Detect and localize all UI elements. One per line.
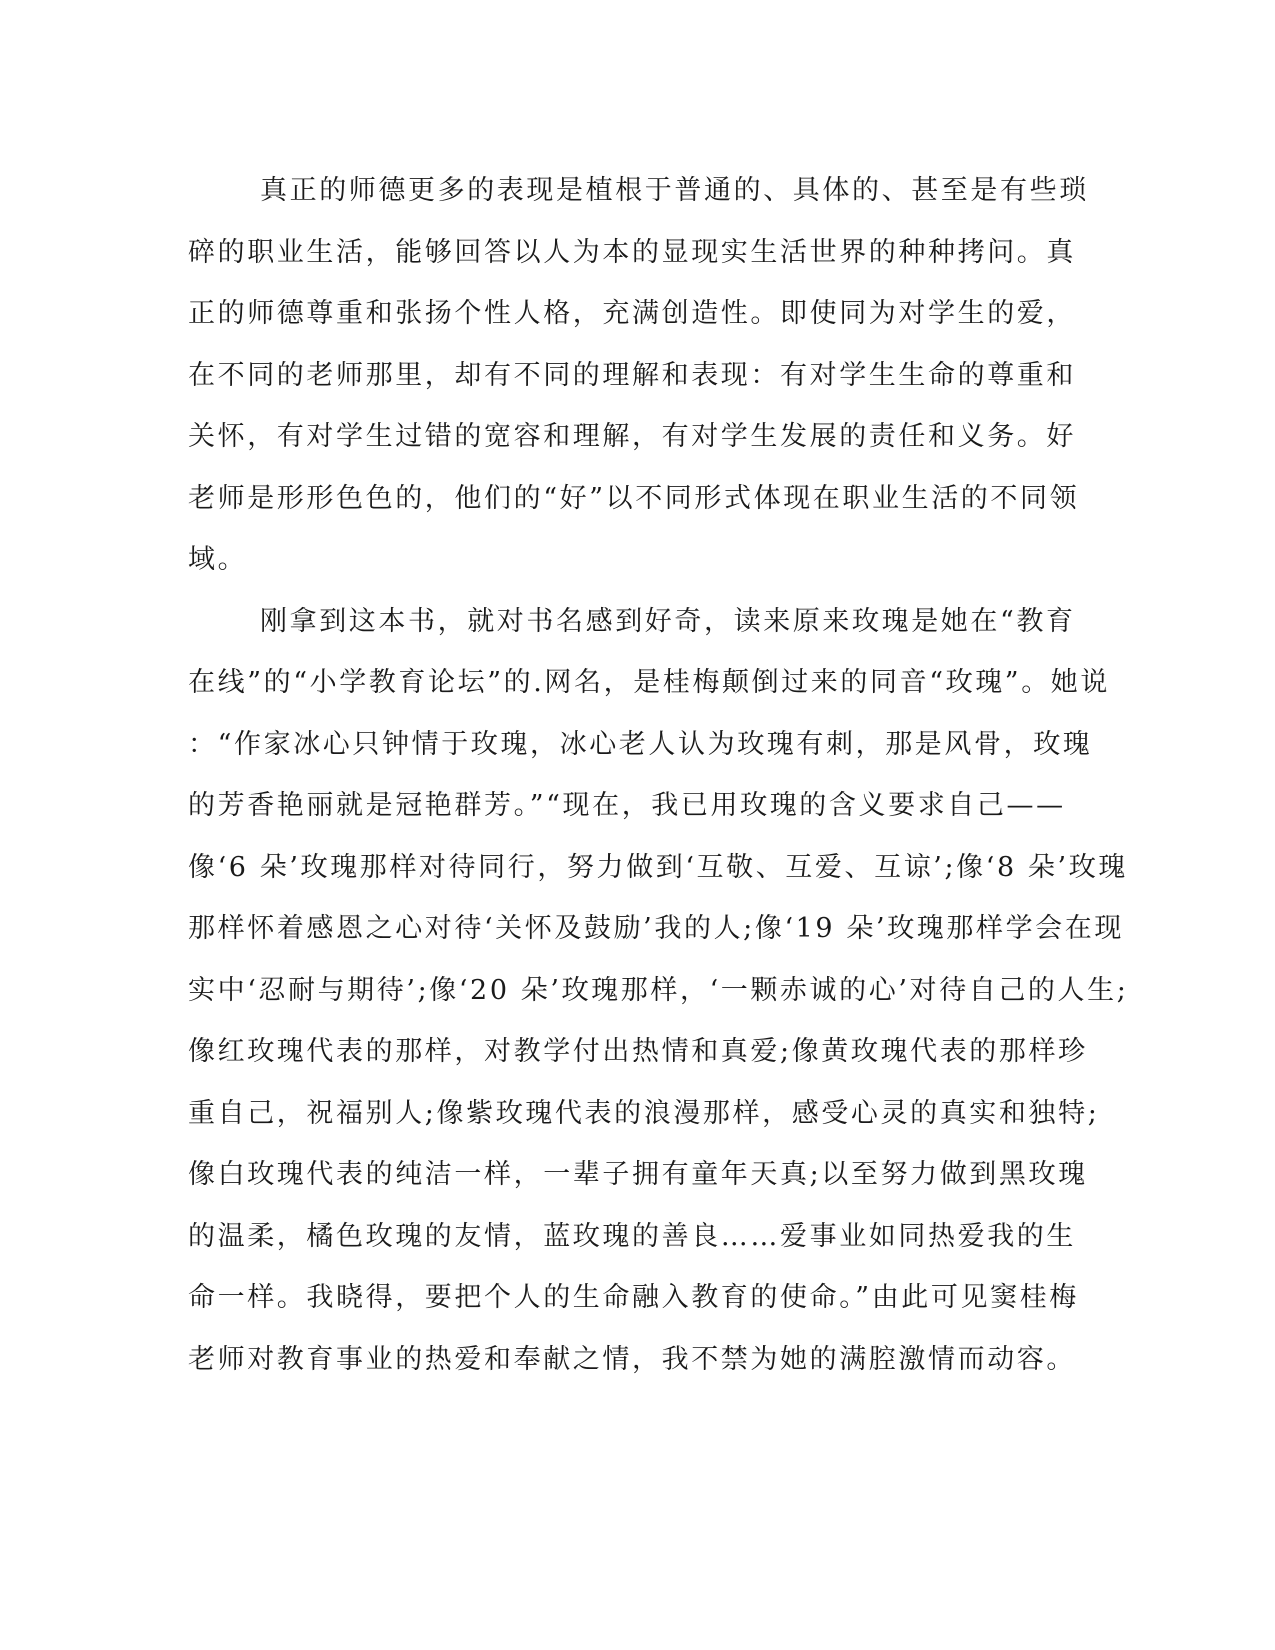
text-line: 关怀，有对学生过错的宽容和理解，有对学生发展的责任和义务。好	[188, 421, 1076, 452]
text-line: 命一样。我晓得，要把个人的生命融入教育的使命。”由此可见窦桂梅	[188, 1282, 1079, 1313]
paragraph-1	[188, 160, 1088, 591]
text-line: 的温柔，橘色玫瑰的友情，蓝玫瑰的善良……爱事业如同热爱我的生	[188, 1220, 1076, 1252]
text-line: 老师对教育事业的热爱和奉献之情，我不禁为她的满腔激情而动容。	[188, 1343, 1076, 1375]
text-line: 刚拿到这本书，就对书名感到好奇，读来原来玫瑰是她在“教育	[260, 605, 1076, 637]
text-line: 碎的职业生活，能够回答以人为本的显现实生活世界的种种拷问。真	[188, 236, 1076, 268]
text-line: 在不同的老师那里，却有不同的理解和表现：有对学生生命的尊重和	[188, 359, 1076, 391]
text-line: 正的师德尊重和张扬个性人格，充满创造性。即使同为对学生的爱，	[188, 298, 1076, 329]
text-line: 像白玫瑰代表的纯洁一样，一辈子拥有童年天真;以至努力做到黑玫瑰	[188, 1159, 1088, 1190]
text-line: 重自己，祝福别人;像紫玫瑰代表的浪漫那样，感受心灵的真实和独特;	[188, 1097, 1100, 1129]
text-line: 真正的师德更多的表现是植根于普通的、具体的、甚至是有些琐	[260, 175, 1089, 206]
text-line: 像‘6 朵’玫瑰那样对待同行，努力做到‘互敬、互爱、互谅’;像‘8 朵’玫瑰	[188, 851, 1128, 883]
text-line: 的芳香艳丽就是冠艳群芳。”“现在，我已用玫瑰的含义要求自己——	[188, 790, 1066, 821]
text-line: 像红玫瑰代表的那样，对教学付出热情和真爱;像黄玫瑰代表的那样珍	[188, 1036, 1088, 1067]
text-line: 那样怀着感恩之心对待‘关怀及鼓励’我的人;像‘19 朵’玫瑰那样学会在现	[188, 913, 1124, 944]
text-line: ：“作家冰心只钟情于玫瑰，冰心老人认为玫瑰有刺，那是风骨，玫瑰	[188, 728, 1093, 760]
text-line: 在线”的“小学教育论坛”的.网名，是桂梅颠倒过来的同音“玫瑰”。她说	[188, 667, 1110, 698]
text-line: 实中‘忍耐与期待’;像‘20 朵’玫瑰那样，‘一颗赤诚的心’对待自己的人生;	[188, 974, 1129, 1006]
text-line: 老师是形形色色的，他们的“好”以不同形式体现在职业生活的不同领	[188, 482, 1080, 514]
text-line: 域。	[188, 544, 248, 575]
paragraph-2	[188, 591, 1129, 1391]
document-body	[188, 160, 1129, 1390]
